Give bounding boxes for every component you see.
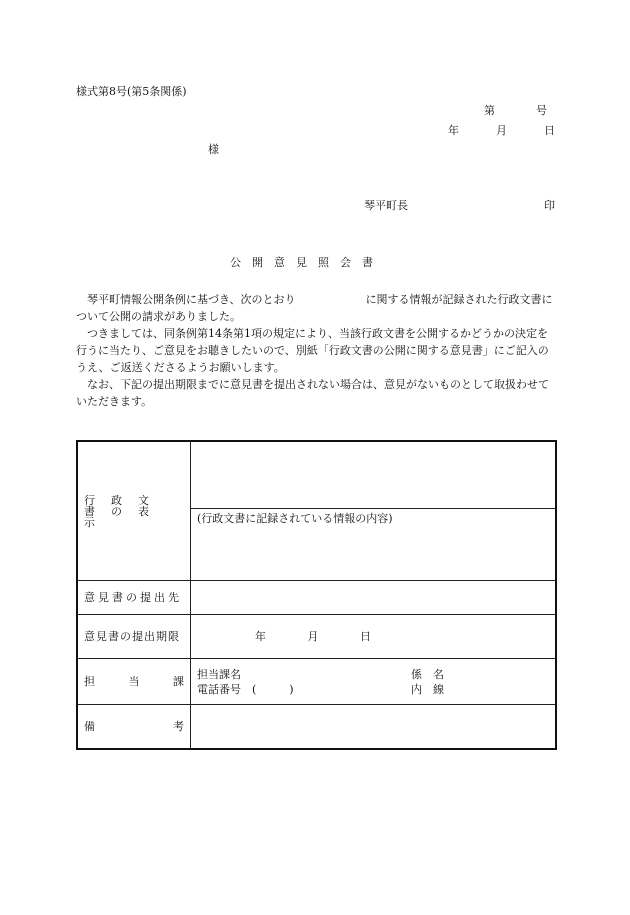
cell-submission-destination xyxy=(191,581,557,615)
document-display-subtable xyxy=(191,442,555,580)
paragraph-1-part-b: に関する情報が記録された行政文書について公開の請求がありました。 xyxy=(76,293,553,323)
doc-number-prefix: 第 xyxy=(484,104,495,117)
row-submission-destination xyxy=(77,581,556,615)
paragraph-2: つきましては、同条例第14条第1項の規定により、当該行政文書を公開するかどうかの決定を行うに当たり、ご意見をお聴きしたいので、別紙「行政文書の公開に関する意見書」にご記入のうえ、ご返送くださるようお願いします。 xyxy=(76,327,549,374)
cell-document-display xyxy=(191,441,557,581)
deadline-month: 月 xyxy=(307,630,319,643)
paragraph-1-part-a: 琴平町情報公開条例に基づき、次のとおり xyxy=(87,293,296,306)
document-display-note: (行政文書に記録されている情報の内容) xyxy=(197,512,393,525)
date-day: 日 xyxy=(544,124,555,137)
seal-mark: 印 xyxy=(544,199,555,212)
row-document-display xyxy=(77,441,556,581)
info-table xyxy=(76,440,557,750)
document-display-field xyxy=(191,442,555,509)
row-department xyxy=(77,659,556,705)
deadline-date xyxy=(197,631,549,642)
form-number: 様式第8号(第5条関係) xyxy=(76,85,187,98)
department-line-2 xyxy=(197,682,549,697)
row-remarks xyxy=(77,705,556,749)
label-document-display: 行政文書の表示 xyxy=(77,441,191,581)
doc-number-suffix: 号 xyxy=(536,104,547,117)
deadline-day: 日 xyxy=(360,630,371,643)
paragraph-1 xyxy=(76,291,558,325)
body-text xyxy=(76,291,558,410)
row-submission-deadline xyxy=(77,615,556,659)
label-submission-destination: 意見書の提出先 xyxy=(77,581,191,615)
date-month: 月 xyxy=(496,124,507,137)
department-line-1 xyxy=(197,667,549,682)
label-submission-deadline: 意見書の提出期限 xyxy=(77,615,191,659)
document-title: 公 開 意 見 照 会 書 xyxy=(230,256,373,269)
cell-department xyxy=(191,659,557,705)
phone-label: 電話番号 ( ) xyxy=(197,682,294,696)
label-department: 担 当 課 xyxy=(77,659,191,705)
cell-submission-deadline xyxy=(191,615,557,659)
cell-remarks xyxy=(191,705,557,749)
paragraph-3: なお、下記の提出期限までに意見書を提出されない場合は、意見がないものとして取扱わせていただきます。 xyxy=(76,378,549,408)
recipient-honorific: 様 xyxy=(208,143,219,156)
date-year: 年 xyxy=(448,124,459,137)
deadline-year: 年 xyxy=(255,630,266,643)
sender-name: 琴平町長 xyxy=(364,199,408,212)
department-name-label: 担当課名 xyxy=(197,667,241,681)
label-remarks: 備 考 xyxy=(77,705,191,749)
extension-label: 内 線 xyxy=(411,682,444,696)
staff-label: 係 名 xyxy=(411,667,444,681)
